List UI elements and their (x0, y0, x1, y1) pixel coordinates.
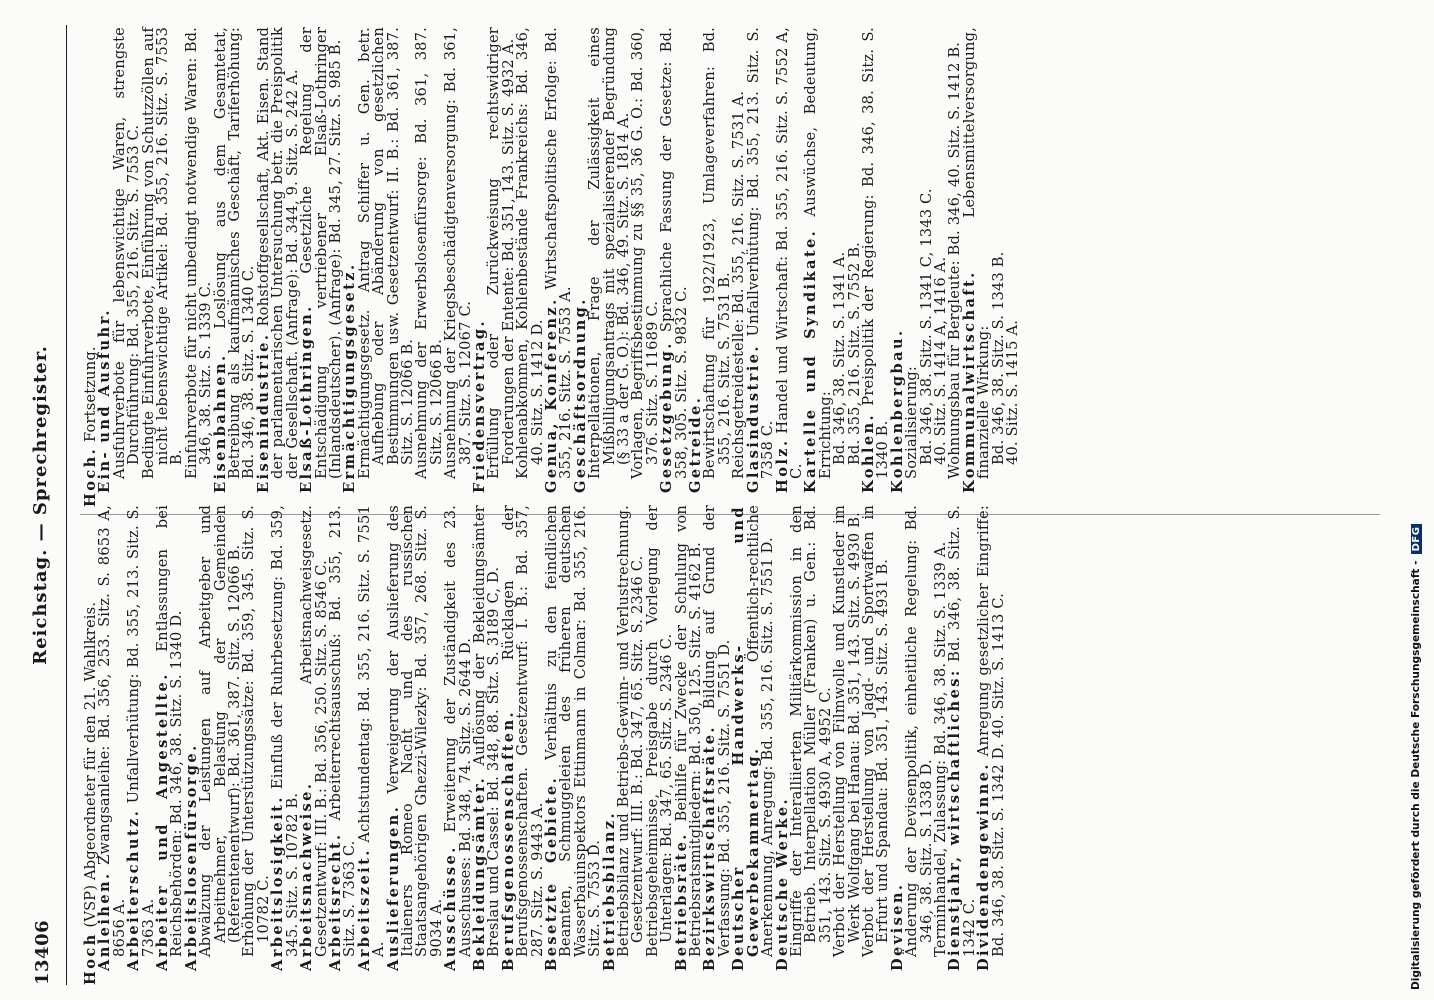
entry-text: Ausfuhrverbote für lebenswichtige Waren, strengste Durchführung: Bd. 355, 216. Sitz. S. 7553 C. (110, 27, 143, 479)
entry-text: Bd. 346, 38. Sitz. S. 1342 C. (946, 505, 978, 957)
entry-heading: Geschäftsordnung. (571, 297, 589, 493)
entry-text: Interpellationen, Frage der Zulässigkeit eines Mißbilligungsantrags mit spezialisierender Begründung (§ 33 a der G. O.): Bd. 346, 49. Sitz. S. 1814 A. (586, 27, 633, 479)
entry-text: Vorlagen, Begriffsbestimmung zu §§ 35, 36 G. O.: Bd. 360, 376. Sitz. S. 11689 C. (629, 27, 661, 479)
entry-heading: Friedensvertrag. (470, 319, 488, 493)
entry-text: Ausnehmung der Kriegsbeschädigtenversorgung: Bd. 361, 387. Sitz. S. 12067 C. (442, 27, 474, 479)
entry-text: Ausnehmung der Erwerbslosenfürsorge: Bd. 361, 387. Sitz. S. 12066 B. (413, 27, 445, 479)
entry-text: Arbeiterrechtsausschuß: Bd. 355, 213. Sitz. S. 7363 C. (326, 505, 359, 957)
index-entry (182, 27, 215, 507)
index-entry (499, 505, 546, 985)
entry-text: Verbot der Herstellung von Filmwolle und Kunstleder im Werk Wolfgang bei Hanau: Bd. 351, 143. Sitz. S. 4930 B. (831, 505, 863, 957)
page-number: 13406 (32, 919, 53, 985)
entry-heading: Berufsgenossenschaften. (499, 710, 517, 971)
entry-text: Sprachliche Fassung der Gesetze: Bd. 358, 305. Sitz. S. 9832 C. (658, 27, 690, 479)
entry-text: Arbeitsnachweisgesetz. Gesetzentwurf: III. B.: Bd. 356, 250. Sitz. S. 8546 C. (298, 505, 330, 957)
entry-heading: Devisen. (888, 882, 906, 971)
index-entry (444, 27, 473, 507)
entry-text: Wirtschaftspolitische Erfolge: Bd. 355, 216. Sitz. S. 7553 A. (543, 27, 575, 479)
entry-text: Zwangsanleihe: Bd. 356, 253. Sitz. S. 8653 A, 8656 A. (96, 505, 128, 957)
entry-text: Abwälzung der Leistungen auf Arbeitgeber und Arbeitnehmer, Belastung der Gemeinden (Referentenentwurf): Bd. 361, 387. Sitz. S. 12066 B. (197, 505, 244, 957)
index-entry (444, 505, 473, 985)
index-entry (744, 27, 777, 507)
entry-text: Ermächtigungsgesetz. Antrag Schiffer u. Gen. betr. Aufhebung oder Abänderung von gesetzlichen Bestimmungen usw. Gesetzentwurf: II. B.: Bd. 361, 387. Sitz. S. 12066 B. (355, 27, 416, 479)
page-header (20, 25, 67, 985)
entry-heading: Bezirkswirtschaftsräte. (701, 725, 719, 971)
entry-heading: Glasindustrie. (744, 344, 762, 493)
index-entry (156, 505, 185, 985)
entry-text: Kohlenabkommen, Kohlenbestände Frankreichs: Bd. 346, 40. Sitz. S. 1412 D. (514, 27, 546, 479)
entry-heading: Kohlenbergbau. (888, 328, 906, 493)
index-entry (254, 27, 301, 507)
index-entry (415, 27, 444, 507)
entry-text: Einfluß der Ruhrbesetzung: Bd. 359, 345. Sitz. S. 10782 B. (269, 505, 301, 957)
entry-text: Bewirtschaftung für 1922/1923, Umlageverfahren: Bd. 355, 216. Sitz. S. 7531 B. (701, 27, 733, 479)
entry-heading: Dividendengewinne. (975, 762, 993, 971)
index-entry (773, 27, 805, 507)
entry-text: Verbot der Herstellung von Jagd- und Sportwaffen in Erfurt und Spandau: Bd. 351, 143. Sitz. S. 4931 B. (859, 505, 892, 957)
entry-text: Auswüchse, Bedeutung, Errichtung: (802, 27, 834, 479)
entry-heading: Arbeiter und Angestellte. (154, 672, 172, 971)
entry-heading: Besetzte Gebiete. (543, 775, 560, 971)
right-column (84, 27, 1384, 507)
index-entry (833, 505, 862, 985)
index-entry (703, 505, 732, 985)
entry-text: Eingriffe der Interalliierten Militärkommission in den Betrieb. Interpellation Müller (Franken) u. Gen.: Bd. 351, 143. Sitz. S. 4930 A, 4952 C. (787, 505, 834, 957)
index-entry (355, 27, 416, 507)
index-entry (300, 27, 343, 507)
entry-heading: Ausschüsse. (442, 845, 460, 971)
entry-text: Rücklagen der Berufsgenossenschaften. Gesetzentwurf: I. B.: Bd. 357, 287. Sitz. S. 9443 A. (499, 505, 546, 957)
entry-text: Erhöhung der Unterstützungssätze: Bd. 359, 345. Sitz. S. 10782 C. (240, 505, 272, 957)
entry-heading: Betriebsbilanz. (600, 810, 618, 971)
entry-heading: Auslieferungen. (384, 804, 402, 971)
index-entry (643, 505, 676, 985)
entry-heading: Deutsche Werke. (773, 796, 791, 971)
entry-heading: Kartelle und Syndikate. (802, 228, 820, 493)
entry-heading: Eisenindustrie. (254, 332, 272, 493)
entry-heading: Arbeitslosigkeit. (269, 795, 287, 971)
entry-text: Verweigerung der Auslieferung des Italieners Romeo Nacht und des russischen Staatsangehörigen Ghezzi-Wilezky: Bd. 357, 268. Sitz. S. 9034 A. (384, 505, 445, 957)
entry-text: 40. Sitz. S. 1415 A. (1004, 319, 1021, 465)
entry-text: Einfuhrverbote für nicht unbedingt notwendige Waren: Bd. 346, 38. Sitz. S. 1339 C. (182, 27, 215, 479)
entry-heading: Kohlen. (859, 412, 877, 493)
entry-text: Bildung auf Grund der Verfassung: Bd. 355, 216. Sitz. S. 7551 D. (701, 505, 733, 957)
entry-text: Bd. 346, 38. Sitz. S. 1341 A. (831, 251, 849, 465)
entry-text: Bd. 346, 38. Sitz. S. 1343 B. (989, 251, 1007, 465)
entry-text: Reichsgetreidestelle: Bd. 355, 216. Sitz. S. 7531 A. (730, 90, 748, 479)
entry-heading: Arbeiterschutz. (125, 808, 143, 971)
index-entry (977, 505, 1006, 985)
entry-heading: Hoch (82, 932, 99, 985)
index-entry (732, 505, 775, 985)
entry-text: Entlassungen bei Reichsbehörden: Bd. 346, 38. Sitz. S. 1340 D. (154, 505, 186, 957)
entry-text: 40. Sitz. S. 1414 A, 1416 A. (931, 256, 949, 465)
running-head: Reichstag. — Sprechregister. (30, 345, 51, 665)
entry-text: Erfüllung oder Zurückweisung rechtswidriger Forderungen der Entente: Bd. 351, 143. Sitz. S. 4932 A. (485, 27, 517, 479)
entry-text: Beihilfe für Zwecke der Schulung von Betriebsratsmitgliedern: Bd. 350, 125. Sitz. S. 4162 B. (672, 505, 705, 957)
entry-text: Bedingte Einfuhrverbote, Einführung von Schutzzöllen auf nicht lebenswichtige Artikel: Bd. 355, 216. Sitz. S. 7553 B. (139, 27, 186, 479)
index-entry (948, 505, 977, 985)
entry-text: Fortsetzung. (82, 346, 99, 447)
index-entry (859, 27, 892, 507)
dfg-logo: DFG (1411, 524, 1422, 555)
entry-text: Sozialisierung: (903, 365, 921, 479)
index-entry (545, 27, 574, 507)
entry-heading: Genua, Konferenz. (543, 297, 560, 493)
entry-text: Rohstoffgesellschaft, Akt. Eisen. Stand der parlamentarischen Untersuchung betr. die Preispolitik der Gesellschaft. (Anfrage): Bd. 344, 9. Sitz. S. 242 A. (254, 27, 301, 479)
index-entry (110, 27, 143, 507)
index-entry (355, 505, 388, 985)
entry-text: Achtstundentag: Bd. 355, 216. Sitz. S. 7551 A. (355, 505, 388, 957)
entry-heading: Holz. (773, 438, 791, 493)
entry-text: Öffentlich-rechtliche Anerkennung, Anregung: Bd. 355, 216. Sitz. S. 7551 D. (744, 505, 777, 957)
index-entry (300, 505, 329, 985)
entry-text: Unfallverhütung: Bd. 355, 213. Sitz. S. 7363 A. (125, 505, 157, 957)
entry-text: Wohnungsbau für Bergleute: Bd. 346, 40. Sitz. S. 1412 B. (946, 41, 964, 479)
entry-text: Unfallverhütung: Bd. 355, 213. Sitz. S. 7358 C. (744, 27, 777, 479)
entry-text: Betriebsgeheimnisse, Preisgabe durch Vorlegung der Unterlagen: Bd. 347, 65. Sitz. S. 2346 C. (643, 505, 676, 957)
entry-text: Lebensmittelversorgung, finanzielle Wirkung: (960, 27, 993, 479)
entry-heading: Arbeitsrecht. (326, 832, 344, 971)
index-entry (487, 27, 516, 507)
funding-text: Digitalisierung gefördert durch die Deutsche Forschungsgemeinschaft - (1410, 560, 1422, 990)
index-entry (470, 505, 503, 985)
entry-heading: Betriebsräte. (672, 832, 690, 971)
entry-text: (VSP) Abgeordneter für den 21. Wahlkreis. (82, 601, 99, 933)
entry-text: Gesetzliche Regelung der Entschädigung vertriebener Elsaß-Lothringer (Inlandsdeutscher). (Anfrage): Bd. 345, 27. Sitz. S. 985 B. (298, 27, 344, 479)
index-entry (1006, 27, 1020, 507)
entry-heading: Deutscher Handwerks- und Gewerbekammertag. (730, 505, 762, 971)
entry-text: Betriebsbilanz und Betriebs-Gewinn- und Verlustrechnung. Gesetzentwurf: III. B.: Bd. 347, 65. Sitz. S. 2346 C. (615, 505, 647, 957)
entry-text: Auflösung der Bekleidungsämter Breslau und Cassel: Bd. 348, 88. Sitz. S. 3189 C, D. (470, 505, 503, 957)
index-entry (242, 505, 271, 985)
index-entry (384, 505, 445, 985)
entry-heading: Eisenbahnen. (211, 353, 229, 493)
index-entry (545, 505, 603, 985)
entry-heading: Getreide. (687, 395, 705, 493)
entry-heading: Anleihen. (96, 871, 114, 971)
entry-heading: Ermächtigungsgesetz. (341, 262, 359, 493)
index-entry (588, 27, 631, 507)
entry-text: Verhältnis zu den feindlichen Beamten, Schmuggeleien des früheren deutschen Wasserbauinspektors Ettinmann in Colmar: Bd. 355, 216. Sitz. S. 7553 D. (543, 505, 604, 957)
index-entry (859, 505, 892, 985)
entry-heading: Bekleidungsämter. (470, 775, 488, 971)
entry-text: Loslösung aus dem Gesamtetat, Betreibung als kaufmännisches Geschäft, Tariferhöhung: Bd. 346, 38. Sitz. S. 1340 C. (211, 27, 258, 479)
index-entry (905, 505, 934, 985)
entry-heading: Kommunalwirtschaft. (960, 270, 978, 493)
entry-text: Preispolitik der Regierung: Bd. 346, 38. Sitz. S. 1340 B. (859, 27, 892, 479)
index-entry (703, 27, 732, 507)
entry-heading: Elsaß-Lothringen. (298, 304, 316, 493)
entry-text: Handel und Wirtschaft: Bd. 355, 216. Sitz. S. 7552 A, C. (773, 27, 805, 479)
entry-heading: Arbeitszeit. (355, 848, 373, 971)
entry-text: Erweiterung der Zuständigkeit des 23. Ausschusses: Bd. 348, 74. Sitz. S. 2644 D. (442, 505, 474, 957)
index-entry (660, 27, 689, 507)
index-entry (271, 505, 300, 985)
entry-heading: Arbeitslosenfürsorge. (182, 743, 200, 971)
entry-heading: Dienstjahr, wirtschaftliches: (946, 668, 964, 971)
entry-heading: Arbeitsnachweise. (298, 781, 316, 971)
index-entry (960, 27, 993, 507)
entry-text: Bd. 355, 216. Sitz. S. 7552 B. (845, 241, 863, 465)
index-entry (672, 505, 705, 985)
entry-text: Änderung der Devisenpolitik, einheitliche Regelung: Bd. 346, 38. Sitz. S. 1338 D. (903, 505, 935, 957)
index-entry (326, 505, 359, 985)
entry-heading: Gesetzgebung. (658, 341, 676, 493)
dfg-funding-note (1410, 0, 1430, 990)
index-entry (516, 27, 545, 507)
left-column (84, 505, 1384, 985)
entry-heading: Ein- und Ausfuhr. (96, 308, 114, 493)
index-entry (139, 27, 186, 507)
entry-heading: Hoch. (82, 446, 99, 507)
index-entry (617, 505, 646, 985)
entry-text: Terminhandel, Zulassung: Bd. 346, 38. Sitz. S. 1339 A. (931, 541, 949, 957)
index-entry (787, 505, 834, 985)
index-entry (98, 505, 127, 985)
rotated-page-content (20, 25, 1400, 985)
index-entry (631, 27, 660, 507)
index-entry (804, 27, 833, 507)
entry-text: Anregung gesetzlicher Eingriffe: Bd. 346, 38. Sitz. S. 1342 D. 40. Sitz. S. 1413 C. (975, 505, 1007, 957)
index-entry (211, 27, 258, 507)
index-entry (199, 505, 242, 985)
entry-text: Bd. 346, 38. Sitz. S. 1341 C, 1343 C. (917, 188, 935, 465)
index-entry (127, 505, 156, 985)
